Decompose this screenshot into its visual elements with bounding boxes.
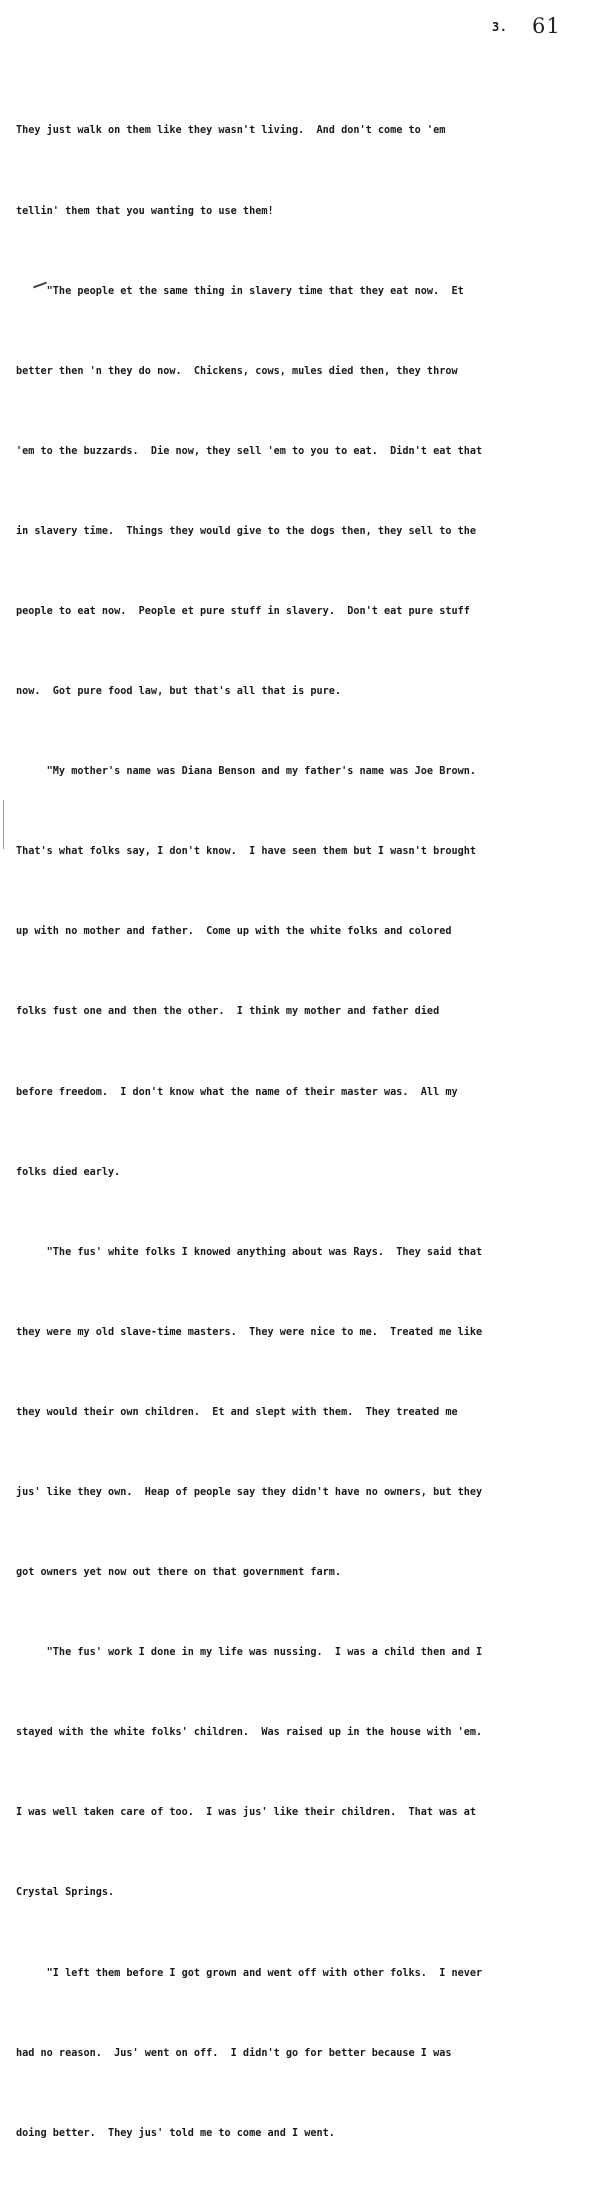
text-line: got owners yet now out there on that government farm. — [16, 1567, 342, 1579]
text-line: before freedom. I don't know what the name of their master was. All my — [16, 1086, 458, 1098]
text-line: they would their own children. Et and slept with them. They treated me — [16, 1406, 458, 1418]
text-line: tellin' them that you wanting to use them! — [16, 205, 274, 217]
text-line: now. Got pure food law, but that's all that is pure. — [16, 686, 342, 698]
text-line: jus' like they own. Heap of people say they didn't have no owners, but they — [16, 1487, 483, 1498]
text-line: 'em to the buzzards. Die now, they sell 'em to you to eat. Didn't eat that — [16, 445, 483, 457]
text-line: folks died early. — [16, 1166, 121, 1178]
text-line: stayed with the white folks' children. Was raised up in the house with 'em. — [16, 1727, 483, 1739]
typed-page-number: 3. — [492, 20, 508, 34]
text-line: "The fus' white folks I knowed anything about was Rays. They said that — [16, 1246, 483, 1258]
text-line: doing better. They jus' told me to come and I went. — [16, 2127, 335, 2139]
text-line: had no reason. Jus' went on off. I didn't go for better because I was — [16, 2047, 452, 2059]
body-text — [16, 65, 586, 2201]
text-line: they were my old slave-time masters. They were nice to me. Treated me like — [16, 1326, 483, 1338]
text-line: I was well taken care of too. I was jus' like their children. That was at — [16, 1807, 477, 1819]
text-line: better then 'n they do now. Chickens, cows, mules died then, they throw — [16, 365, 458, 377]
text-line: folks fust one and then the other. I think my mother and father died — [16, 1006, 440, 1018]
text-line: "The people et the same thing in slavery time that they eat now. Et — [16, 285, 464, 297]
text-line: up with no mother and father. Come up with the white folks and colored — [16, 926, 452, 938]
text-line: people to eat now. People et pure stuff in slavery. Don't eat pure stuff — [16, 605, 470, 617]
text-line: That's what folks say, I don't know. I have seen them but I wasn't brought — [16, 846, 477, 858]
text-line: "My mother's name was Diana Benson and my father's name was Joe Brown. — [16, 766, 477, 778]
stamped-page-number: 61 — [532, 14, 561, 38]
text-line: They just walk on them like they wasn't living. And don't come to 'em — [16, 125, 446, 137]
text-line: in slavery time. Things they would give to the dogs then, they sell to the — [16, 525, 477, 537]
text-line: "The fus' work I done in my life was nussing. I was a child then and I — [16, 1647, 483, 1659]
margin-line — [3, 800, 4, 849]
text-line: "I left them before I got grown and went off with other folks. I never — [16, 1967, 483, 1979]
text-line: Crystal Springs. — [16, 1887, 115, 1899]
